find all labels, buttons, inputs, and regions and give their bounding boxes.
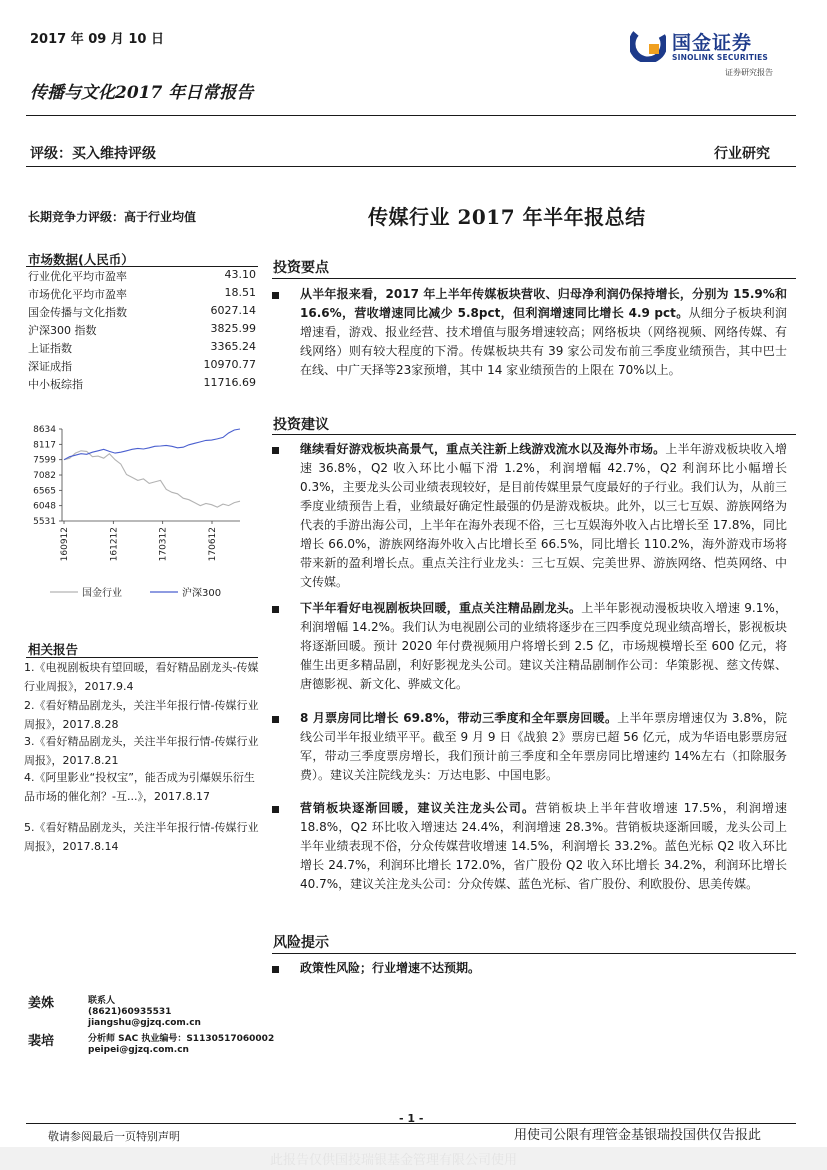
chart-y-tick-label: 5531 bbox=[33, 517, 56, 527]
analyst-name: 姜姝 bbox=[28, 996, 55, 1011]
analyst-contact bbox=[88, 1034, 274, 1056]
summary-text: 从细分子板块利润增速看，游戏、报业经营、技术增值与服务增速较高；网络板块（网络视频、网络传媒、有线网络）则有较大程度的下滑。传媒板块共有 39 家公司发布前三季度业绩预告，其中巴士在线、中广天择等23家预增，其中 14 家业绩预告的上限在 70%以上。 bbox=[300, 306, 787, 377]
risk-title: 风险提示 bbox=[273, 935, 329, 951]
market-row bbox=[28, 358, 256, 376]
analyst-email[interactable]: jiangshu@gjzq.com.cn bbox=[88, 1018, 201, 1028]
bullet-icon bbox=[272, 292, 279, 299]
report-type: 传播与文化2017 年日常报告 bbox=[30, 83, 254, 103]
chart-y-tick-label: 7082 bbox=[33, 471, 56, 482]
chart-x-tick-label: 170612 bbox=[208, 527, 218, 562]
advice-paragraph bbox=[300, 599, 787, 694]
market-row bbox=[28, 268, 256, 286]
related-report-item[interactable]: 4.《阿里影业“投权宝”，能否成为引爆娱乐衍生品市场的催化剂？-互...》，2017.8.17 bbox=[24, 771, 255, 803]
watermark-text: 此报告仅供国投瑞银基金管理有限公司使用 bbox=[270, 1153, 518, 1168]
long-term-rating: 长期竞争力评级：高于行业均值 bbox=[28, 210, 197, 224]
footer-reversed-notice: 用使司公限有理管金基银瑞投国供仅告报此 bbox=[514, 1128, 762, 1143]
chart-y-tick-label: 8634 bbox=[33, 425, 56, 435]
advice-text: 上半年游戏板块收入增速 36.8%，Q2 收入环比小幅下滑 1.2%，利润增幅 42.7%，Q2 利润环比小幅增长 0.3%，主要龙头公司业绩表现较好，是目前传媒里景气度最好的子行业。我们认为，从前三季度业绩预告上看，业绩最好确定性最强的仍是游戏板块。此外，以三七互娱、游族网络为代表的手游出海公司，上半年在海外表现不俗，三七互娱海外收入占比增长至 17.8%，同比增长 66.0%，游族网络海外收入占比增长至 66.5%，同比增长 110.2%，海外游戏市场将带来新的盈利增长点。重点关注行业龙头：三七互娱、完美世界、游族网络、恺英网络、中文传媒。 bbox=[300, 442, 787, 589]
market-label: 国金传播与文化指数 bbox=[28, 306, 127, 319]
market-label: 上证指数 bbox=[28, 342, 72, 355]
related-report-item[interactable]: 5.《看好精品剧龙头，关注半年报行情-传媒行业周报》，2017.8.14 bbox=[24, 821, 259, 853]
index-line-chart bbox=[20, 415, 265, 610]
summary-highlight: 从半年报来看，2017 年上半年传媒板块营收、归母净利润仍保持增长，分别为 15.9%和 16.6%，营收增速同比减少 5.8pct，但利润增速同比增长 4.9 pct。 bbox=[300, 287, 787, 320]
summary-paragraph bbox=[300, 285, 787, 380]
bullet-icon bbox=[272, 966, 279, 973]
market-value: 3365.24 bbox=[210, 340, 256, 353]
related-report-item[interactable]: 2.《看好精品剧龙头，关注半年报行情-传媒行业周报》，2017.8.28 bbox=[24, 699, 259, 731]
disclaimer-note: 敬请参阅最后一页特别声明 bbox=[48, 1130, 180, 1143]
rating: 评级：买入维持评级 bbox=[30, 146, 156, 162]
page-number: - 1 - bbox=[399, 1112, 424, 1125]
market-row bbox=[28, 304, 256, 322]
analyst-phone: (8621)60935531 bbox=[88, 1007, 172, 1017]
market-value: 11716.69 bbox=[203, 376, 256, 389]
summary-divider bbox=[272, 278, 796, 279]
analyst-role: 联系人 bbox=[88, 996, 116, 1006]
market-row bbox=[28, 322, 256, 340]
market-value: 3825.99 bbox=[210, 322, 256, 335]
logo-english-name: SINOLINK SECURITIES bbox=[672, 53, 769, 62]
market-value: 43.10 bbox=[224, 268, 256, 281]
rating-divider bbox=[26, 166, 796, 167]
advice-highlight: 下半年看好电视剧板块回暖，重点关注精品剧龙头。 bbox=[300, 601, 582, 615]
advice-highlight: 继续看好游戏板块高景气，重点关注新上线游戏流水以及海外市场。 bbox=[300, 442, 666, 456]
main-title: 传媒行业 2017 年半年报总结 bbox=[368, 205, 646, 229]
chart-y-tick-label: 6048 bbox=[33, 501, 56, 512]
market-data-title: 市场数据(人民币） bbox=[28, 252, 134, 267]
risk-divider bbox=[272, 953, 796, 954]
market-label: 市场优化平均市盈率 bbox=[28, 288, 127, 301]
bullet-icon bbox=[272, 806, 279, 813]
related-report-item[interactable]: 1.《电视剧板块有望回暖，看好精品剧龙头-传媒行业周报》，2017.9.4 bbox=[24, 661, 259, 693]
logo-mark-icon bbox=[630, 26, 666, 62]
market-label: 沪深300 指数 bbox=[28, 324, 97, 337]
header-divider bbox=[26, 115, 796, 116]
analyst-email[interactable]: peipei@gjzq.com.cn bbox=[88, 1045, 189, 1055]
chart-x-tick-label: 161212 bbox=[109, 527, 120, 562]
company-logo bbox=[630, 24, 800, 84]
chart-x-tick-label: 170312 bbox=[158, 527, 169, 562]
advice-text: 上半年影视动漫板块收入增速 9.1%，利润增幅 14.2%。我们认为电视剧公司的业绩将逐步在三四季度兑现业绩高增长，影视板块将逐渐回暖。预计 2020 年付费视频用户将增长到 2.5 亿，市场规模增长至 600 亿元，将催生出更多精品剧，利好影视龙头公司。建议关注精品剧制作公司：华策影视、慈文传媒、唐德影视、新文化、骅威文化。 bbox=[300, 601, 787, 691]
market-label: 行业优化平均市盈率 bbox=[28, 270, 127, 283]
advice-text: 营销板块上半年营收增速 17.5%，利润增速 18.8%，Q2 环比收入增速达 24.4%，利润增速 28.3%。营销板块逐渐回暖，龙头公司上半年业绩表现不俗，分众传媒营收增速 14.5%，利润增长 33.2%。蓝色光标 Q2 收入环比增长 24.7%，利润环比增长 172.0%，省广股份 Q2 收入环比增长 34.2%，利润环比增长 40.7%，建议关注龙头公司：分众传媒、蓝色光标、省广股份、利欧股份、思美传媒。 bbox=[300, 801, 787, 891]
chart-legend-label: 国金行业 bbox=[82, 588, 122, 599]
chart-legend-label: 沪深300 bbox=[182, 588, 222, 599]
advice-text: 上半年票房增速仅为 3.8%，院线公司半年报业绩平平。截至 9 月 9 日《战狼 2》票房已超 56 亿元，成为华语电影票房冠军，带动三季度票房增长，我们预计前三季度和全年票房同比增速约 14%左右（扣除服务费）。建议关注院线龙头：万达电影、中国电影。 bbox=[300, 711, 787, 782]
logo-name: 国金证券 bbox=[672, 32, 753, 54]
advice-paragraph bbox=[300, 709, 787, 785]
market-label: 中小板综指 bbox=[28, 378, 83, 391]
market-value: 6027.14 bbox=[210, 304, 256, 317]
chart-x-tick-label: 160912 bbox=[60, 527, 70, 562]
advice-paragraph bbox=[300, 799, 787, 894]
analyst-contact bbox=[88, 996, 201, 1029]
market-value: 10970.77 bbox=[203, 358, 256, 371]
related-reports-title: 相关报告 bbox=[28, 642, 79, 657]
chart-series-line bbox=[64, 451, 240, 507]
advice-title: 投资建议 bbox=[273, 417, 329, 433]
related-report-item[interactable]: 3.《看好精品剧龙头，关注半年报行情-传媒行业周报》，2017.8.21 bbox=[24, 735, 259, 767]
market-value: 18.51 bbox=[224, 286, 256, 299]
report-date: 2017 年 09 月 10 日 bbox=[30, 32, 164, 47]
chart-y-tick-label: 7599 bbox=[33, 455, 56, 466]
summary-title: 投资要点 bbox=[273, 260, 329, 276]
chart-y-tick-label: 6565 bbox=[33, 486, 56, 497]
market-row bbox=[28, 340, 256, 358]
advice-divider bbox=[272, 434, 796, 435]
market-row bbox=[28, 376, 256, 394]
market-row bbox=[28, 286, 256, 304]
bullet-icon bbox=[272, 447, 279, 454]
chart-y-tick-label: 8117 bbox=[33, 440, 56, 451]
bullet-icon bbox=[272, 606, 279, 613]
advice-highlight: 8 月票房同比增长 69.8%，带动三季度和全年票房回暖。 bbox=[300, 711, 618, 725]
market-title-divider bbox=[26, 266, 258, 267]
report-category: 行业研究 bbox=[714, 146, 770, 162]
market-label: 深证成指 bbox=[28, 360, 72, 373]
analyst-name: 裴培 bbox=[28, 1034, 55, 1049]
logo-subtitle: 证券研究报告 bbox=[725, 68, 773, 77]
advice-highlight: 营销板块逐渐回暖，建议关注龙头公司。 bbox=[300, 801, 536, 815]
risk-text: 政策性风险；行业增速不达预期。 bbox=[300, 961, 481, 975]
advice-paragraph bbox=[300, 440, 787, 592]
bullet-icon bbox=[272, 716, 279, 723]
analyst-sac-number: 分析师 SAC 执业编号：S1130517060002 bbox=[88, 1034, 275, 1044]
